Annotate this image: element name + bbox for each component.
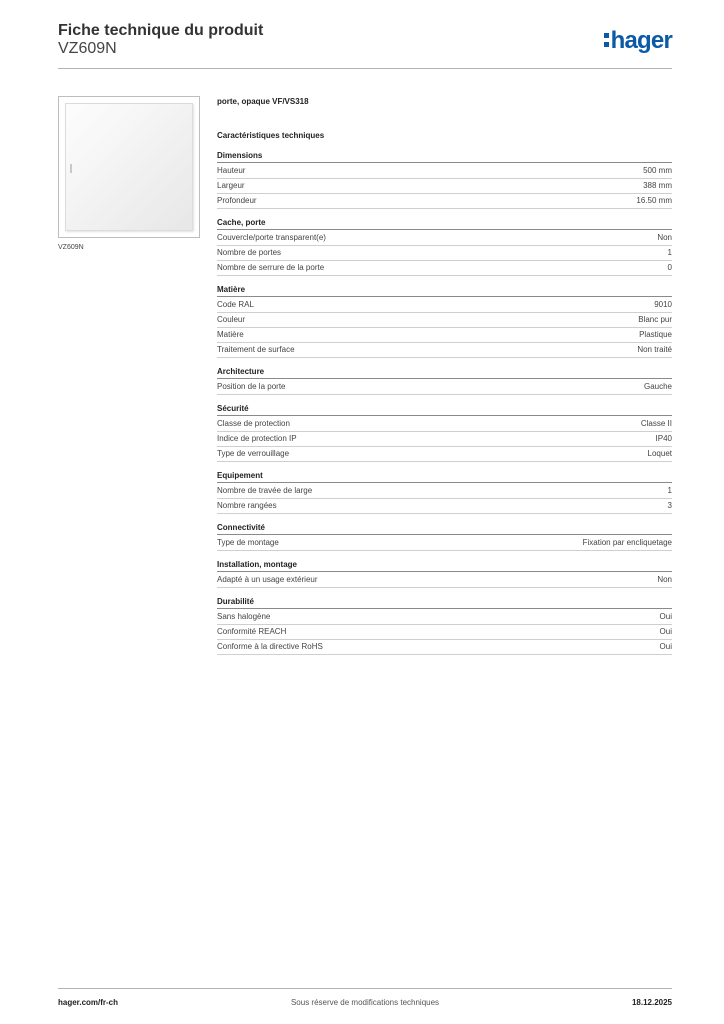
logo-dots-icon: [604, 33, 609, 47]
spec-section: [217, 150, 672, 209]
spec-row: [217, 640, 672, 655]
spec-value: 16.50 mm: [636, 196, 672, 205]
specs-heading: Caractéristiques techniques: [217, 131, 325, 140]
spec-row: [217, 194, 672, 209]
spec-row: [217, 499, 672, 514]
product-reference: VZ609N: [58, 40, 117, 57]
section-title: Connectivité: [217, 522, 672, 535]
spec-label: Code RAL: [217, 300, 254, 309]
spec-label: Nombre de serrure de la porte: [217, 263, 325, 272]
spec-value: 0: [667, 263, 672, 272]
logo-text: hager: [610, 27, 672, 54]
product-description: porte, opaque VF/VS318: [217, 97, 309, 106]
spec-value: 500 mm: [643, 166, 672, 175]
section-title: Equipement: [217, 470, 672, 483]
spec-value: 1: [667, 248, 672, 257]
spec-row: [217, 246, 672, 261]
spec-label: Matière: [217, 330, 244, 339]
spec-label: Sans halogène: [217, 612, 271, 621]
spec-value: Loquet: [647, 449, 672, 458]
spec-value: IP40: [655, 434, 672, 443]
spec-label: Indice de protection IP: [217, 434, 297, 443]
spec-row: [217, 164, 672, 179]
product-image-caption: VZ609N: [58, 244, 84, 251]
spec-row: [217, 417, 672, 432]
spec-label: Type de verrouillage: [217, 449, 290, 458]
spec-value: Non: [657, 575, 672, 584]
spec-value: 1: [667, 486, 672, 495]
hager-logo: [604, 27, 672, 55]
spec-value: Classe II: [640, 419, 672, 428]
spec-row: [217, 380, 672, 395]
spec-section: [217, 559, 672, 588]
spec-label: Couleur: [217, 315, 246, 324]
document-title: Fiche technique du produit: [58, 22, 264, 39]
door-panel-illustration: [65, 103, 193, 231]
spec-row: [217, 313, 672, 328]
spec-value: Oui: [659, 642, 672, 651]
footer-disclaimer: Sous réserve de modifications techniques: [290, 998, 440, 1007]
spec-value: Gauche: [643, 382, 672, 391]
spec-sections: [217, 150, 672, 655]
spec-row: [217, 625, 672, 640]
page-header: [58, 20, 672, 70]
spec-value: Fixation par encliquetage: [582, 538, 672, 547]
spec-label: Conforme à la directive RoHS: [217, 642, 323, 651]
spec-label: Nombre de portes: [217, 248, 282, 257]
section-title: Matière: [217, 284, 672, 297]
spec-value: Non traité: [637, 345, 672, 354]
spec-row: [217, 328, 672, 343]
footer-website-link[interactable]: hager.com/fr-ch: [58, 998, 119, 1007]
spec-value: 3: [667, 501, 672, 510]
section-title: Architecture: [217, 366, 672, 379]
spec-value: Oui: [659, 612, 672, 621]
footer-divider: [58, 988, 672, 989]
spec-row: [217, 536, 672, 551]
spec-row: [217, 343, 672, 358]
spec-value: Blanc pur: [638, 315, 672, 324]
spec-label: Type de montage: [217, 538, 279, 547]
spec-row: [217, 298, 672, 313]
spec-section: [217, 403, 672, 462]
spec-label: Position de la porte: [217, 382, 286, 391]
door-latch-icon: [70, 164, 72, 173]
spec-value: Plastique: [639, 330, 672, 339]
section-title: Durabilité: [217, 596, 672, 609]
spec-row: [217, 573, 672, 588]
spec-section: [217, 470, 672, 514]
product-details: [217, 96, 672, 655]
spec-label: Largeur: [217, 181, 245, 190]
spec-row: [217, 610, 672, 625]
spec-row: [217, 231, 672, 246]
spec-section: [217, 366, 672, 395]
spec-row: [217, 261, 672, 276]
spec-row: [217, 484, 672, 499]
footer-date: 18.12.2025: [631, 998, 672, 1007]
spec-label: Conformité REACH: [217, 627, 287, 636]
spec-value: Non: [657, 233, 672, 242]
spec-label: Nombre de travée de large: [217, 486, 313, 495]
section-title: Installation, montage: [217, 559, 672, 572]
section-title: Sécurité: [217, 403, 672, 416]
header-divider: [58, 68, 672, 69]
spec-label: Hauteur: [217, 166, 246, 175]
spec-label: Couvercle/porte transparent(e): [217, 233, 326, 242]
spec-section: [217, 284, 672, 358]
section-title: Dimensions: [217, 150, 672, 163]
spec-label: Profondeur: [217, 196, 257, 205]
spec-section: [217, 596, 672, 655]
product-image: [58, 96, 200, 238]
spec-label: Classe de protection: [217, 419, 290, 428]
spec-value: Oui: [659, 627, 672, 636]
spec-label: Traitement de surface: [217, 345, 295, 354]
spec-label: Nombre rangées: [217, 501, 277, 510]
spec-row: [217, 179, 672, 194]
section-title: Cache, porte: [217, 217, 672, 230]
spec-value: 9010: [654, 300, 672, 309]
page-footer: [58, 988, 672, 1012]
spec-label: Adapté à un usage extérieur: [217, 575, 318, 584]
spec-value: 388 mm: [643, 181, 672, 190]
spec-section: [217, 522, 672, 551]
spec-row: [217, 432, 672, 447]
spec-section: [217, 217, 672, 276]
spec-row: [217, 447, 672, 462]
